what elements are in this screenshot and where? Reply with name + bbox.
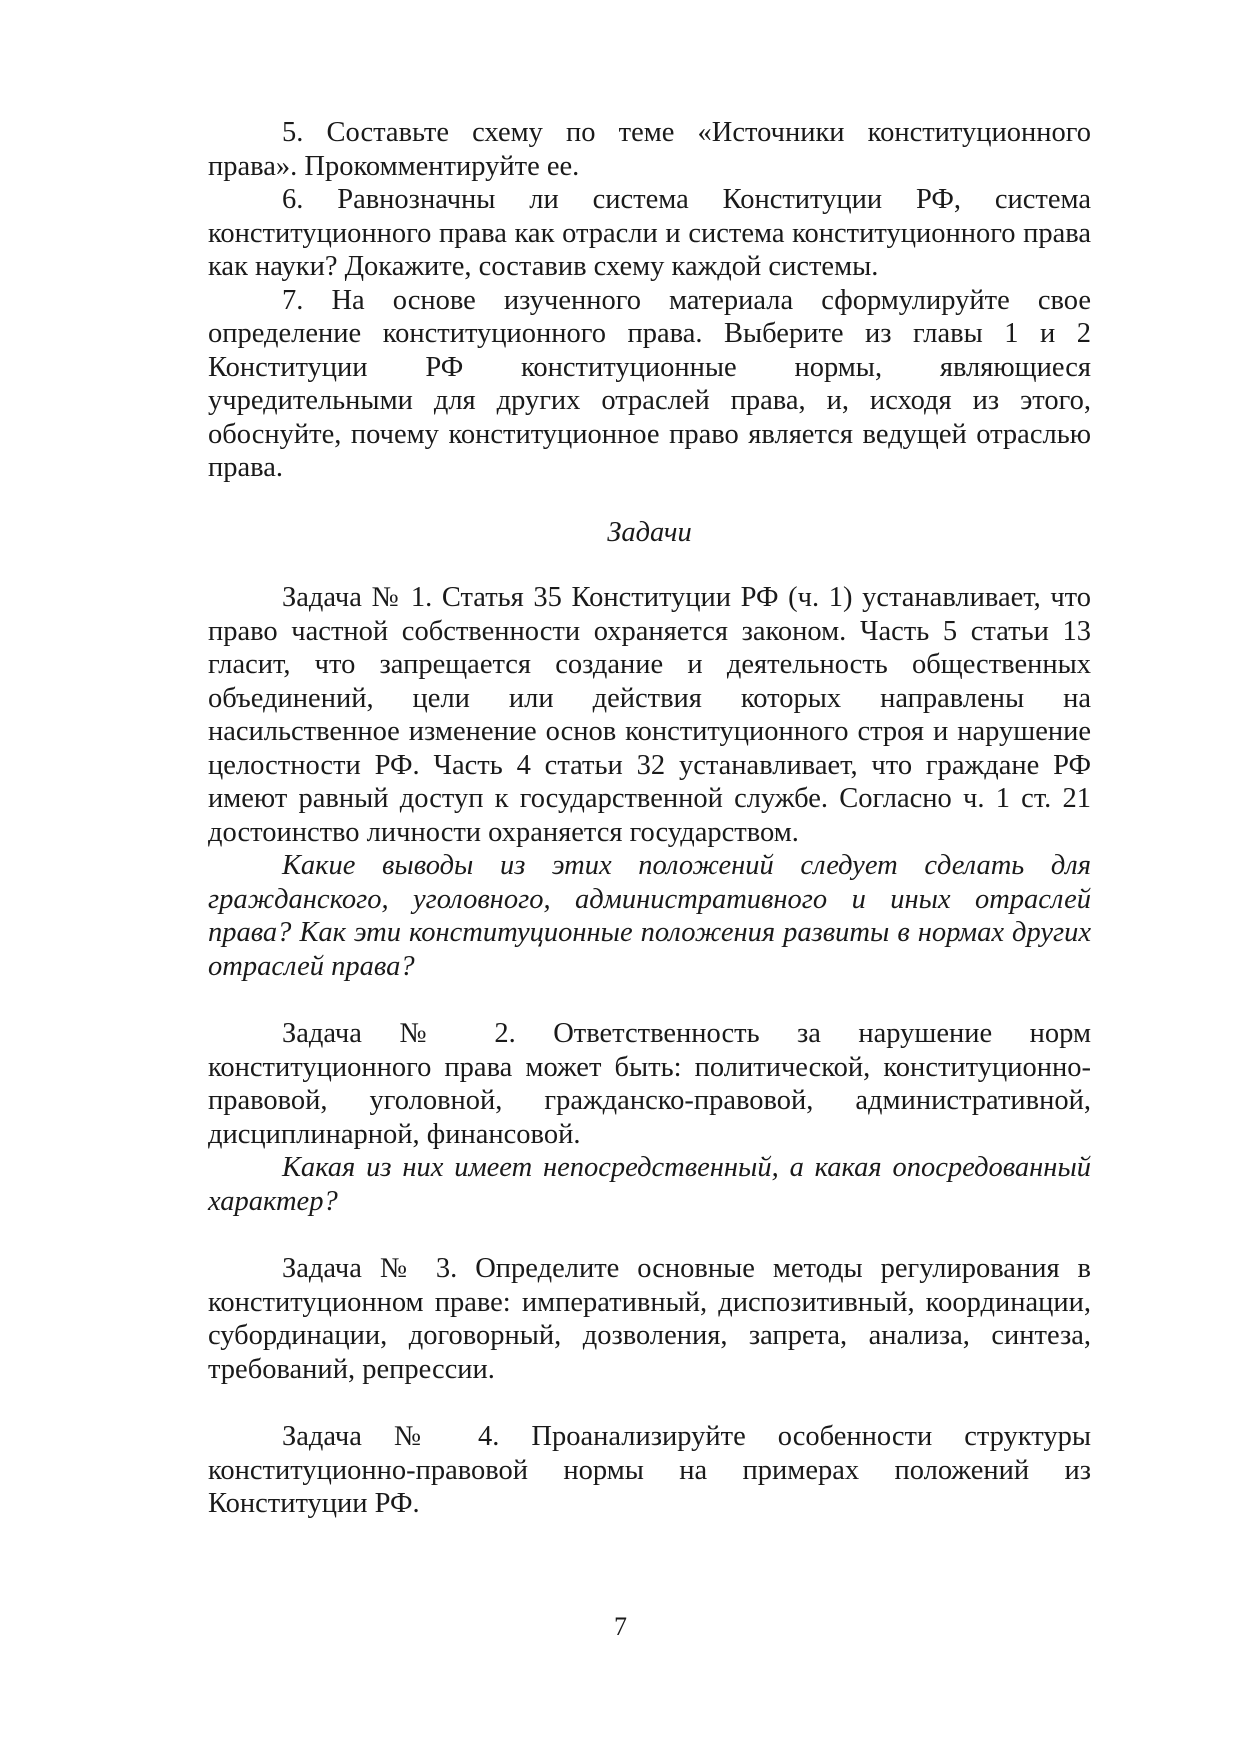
page-number: 7 xyxy=(614,1612,627,1641)
page-content xyxy=(208,116,1091,1521)
question-6: 6. Равнозначны ли система Конституции РФ, система конституционного права как отрасли и система конституционного права как науки? Докажите, составив схему каждой системы. xyxy=(208,184,1091,282)
question-7: 7. На основе изученного материала сформулируйте свое определение конституционного права. Выберите из главы 1 и 2 Конституции РФ конституционные нормы, являющиеся учредительными для других отраслей права, и, исходя из этого, обоснуйте, почему конституционное право является ведущей отраслью права. xyxy=(208,284,1091,483)
task-1-question: Какие выводы из этих положений следует сделать для гражданского, уголовного, административного и иных отраслей права? Как эти конституционные положения развиты в нормах других отраслей права? xyxy=(208,850,1091,982)
spacer xyxy=(208,1218,1091,1252)
task-3-text: Задача № 3. Определите основные методы регулирования в конституционном праве: императивный, диспозитивный, координации, субординации, договорный, дозволения, запрета, анализа, синтеза, требований, репрессии. xyxy=(208,1253,1091,1385)
spacer xyxy=(208,1386,1091,1420)
question-5: 5. Составьте схему по теме «Источники конституционного права». Прокомментируйте ее. xyxy=(208,117,1091,182)
spacer xyxy=(208,485,1091,516)
spacer xyxy=(208,983,1091,1017)
task-4-text: Задача № 4. Проанализируйте особенности структуры конституционно-правовой нормы на примерах положений из Конституции РФ. xyxy=(208,1421,1091,1519)
task-2-question: Какая из них имеет непосредственный, а какая опосредованный характер? xyxy=(208,1152,1091,1217)
task-1-text: Задача № 1. Статья 35 Конституции РФ (ч. 1) устанавливает, что право частной собственности охраняется законом. Часть 5 статьи 13 гласит, что запрещается создание и деятельность общественных объединений, цели или действия которых направлены на насильственное изменение основ конституционного строя и нарушение целостности РФ. Часть 4 статьи 32 устанавливает, что граждане РФ имеют равный доступ к государственной службе. Согласно ч. 1 ст. 21 достоинство личности охраняется государством. xyxy=(208,582,1091,848)
task-2-text: Задача № 2. Ответственность за нарушение норм конституционного права может быть: политической, конституционно-правовой, уголовной, гражданско-правовой, административной, дисциплинарной, финансовой. xyxy=(208,1018,1091,1150)
section-heading: Задачи xyxy=(607,516,692,548)
spacer xyxy=(208,549,1091,581)
